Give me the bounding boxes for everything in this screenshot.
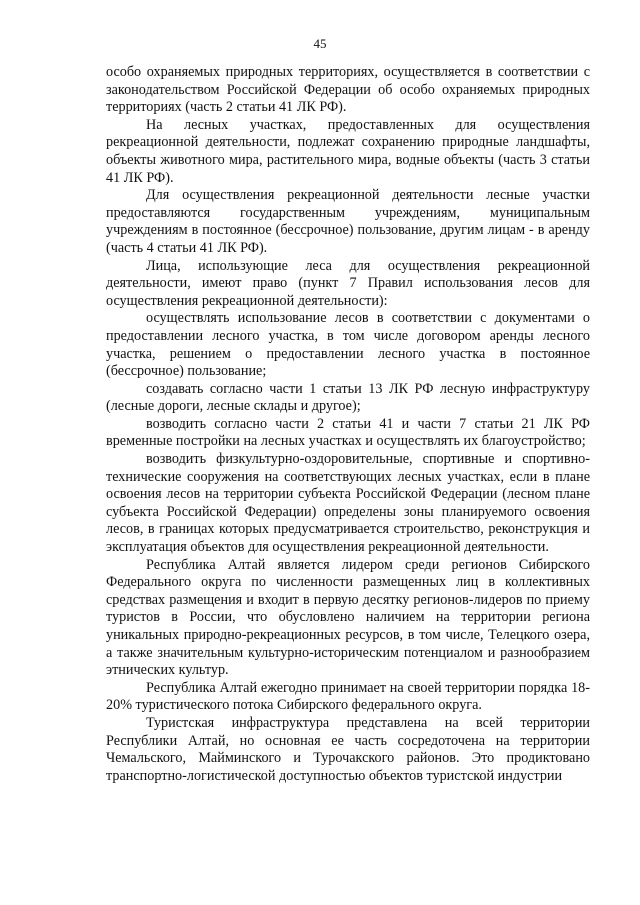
paragraph: Лица, использующие леса для осуществления рекреационной деятельности, имеют право (пункт 7 Правил использования лесов для осуществления рекреационной деятельности): (106, 257, 590, 309)
list-item-paragraph: создавать согласно части 1 статьи 13 ЛК РФ лесную инфраструктуру (лесные дороги, лесные склады и другое); (106, 380, 590, 415)
list-item-paragraph: возводить физкультурно-оздоровительные, спортивные и спортивно-технические сооружения на соответствующих лесных участках, если в плане освоения лесов на территории субъекта Российской Федерации (лесном плане субъекта Российской Федерации) определены зоны планируемого освоения лесов, в границах которых предусматривается строительство, реконструкция и эксплуатация объектов для осуществления рекреационной деятельности. (106, 451, 590, 556)
list-item-paragraph: осуществлять использование лесов в соответствии с документами о предоставлении лесного участка, в том числе договором аренды лесного участка, решением о предоставлении лесного участка в постоянное (бессрочное) пользование; (106, 310, 590, 380)
body-text (106, 64, 590, 785)
paragraph: Туристская инфраструктура представлена на всей территории Республики Алтай, но основная ее часть сосредоточена на территории Чемальского, Майминского и Турочакского районов. Это продиктовано транспортно-логистической доступностью объектов туристской индустрии (106, 714, 590, 784)
paragraph: Республика Алтай является лидером среди регионов Сибирского Федерального округа по численности размещенных лиц в коллективных средствах размещения и входит в первую десятку регионов-лидеров по приему туристов в России, что обусловлено наличием на территории региона уникальных природно-рекреационных ресурсов, в том числе, Телецкого озера, а также значительным культурно-историческим потенциалом и разнообразием этнических культур. (106, 556, 590, 679)
page-number: 45 (313, 36, 327, 51)
paragraph: Республика Алтай ежегодно принимает на своей территории порядка 18-20% туристического потока Сибирского федерального округа. (106, 679, 590, 714)
paragraph: На лесных участках, предоставленных для осуществления рекреационной деятельности, подлежат сохранению природные ландшафты, объекты животного мира, растительного мира, водные объекты (часть 3 статьи 41 ЛК РФ). (106, 116, 590, 186)
paragraph-continuation: особо охраняемых природных территориях, осуществляется в соответствии с законодательством Российской Федерации об особо охраняемых природных территориях (часть 2 статьи 41 ЛК РФ). (106, 64, 590, 116)
paragraph: Для осуществления рекреационной деятельности лесные участки предоставляются государственным учреждениям, муниципальным учреждениям в постоянное (бессрочное) пользование, другим лицам - в аренду (часть 4 статьи 41 ЛК РФ). (106, 187, 590, 256)
list-item-paragraph: возводить согласно части 2 статьи 41 и части 7 статьи 21 ЛК РФ временные постройки на лесных участках и осуществлять их благоустройство; (106, 415, 590, 450)
